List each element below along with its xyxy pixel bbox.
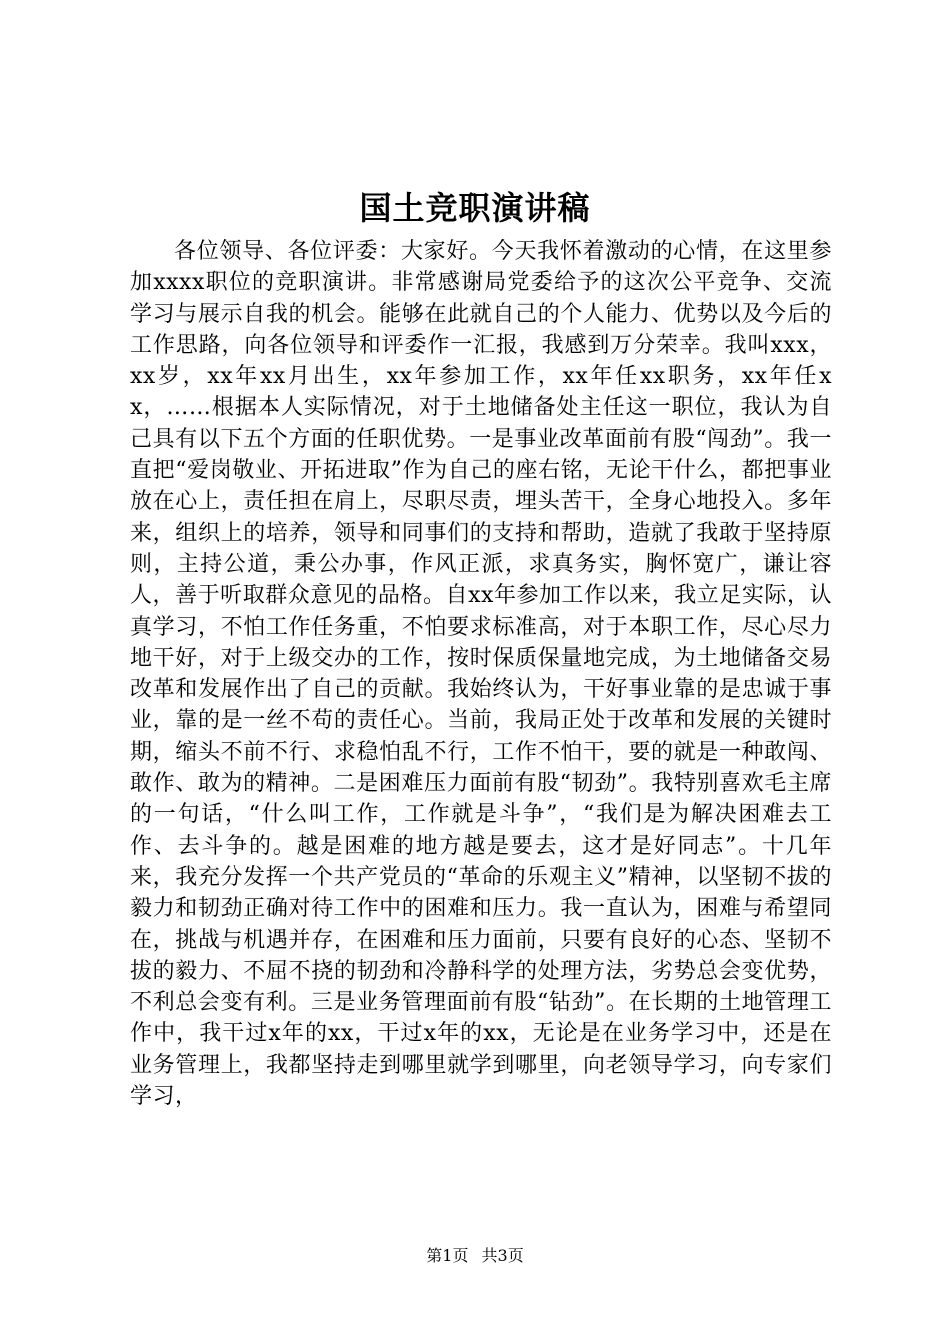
page-number: 第1页 <box>426 1246 469 1265</box>
document-title: 国土竞职演讲稿 <box>359 189 591 227</box>
document-body-paragraph: 各位领导、各位评委：大家好。今天我怀着激动的心情，在这里参加xxxx职位的竞职演讲。非常感谢局党委给予的这次公平竞争、交流学习与展示自我的机会。能够在此就自己的个人能力、优势以及今后的工作思路，向各位领导和评委作一汇报，我感到万分荣幸。我叫xxx，xx岁，xx年xx月出生，xx年参加工作，xx年任xx职务，xx年任xx，……根据本人实际情况，对于土地储备处主任这一职位，我认为自己具有以下五个方面的任职优势。一是事业改革面前有股“闯劲”。我一直把“爱岗敬业、开拓进取”作为自己的座右铭，无论干什么，都把事业放在心上，责任担在肩上，尽职尽责，埋头苦干，全身心地投入。多年来，组织上的培养，领导和同事们的支持和帮助，造就了我敢于坚持原则，主持公道，秉公办事，作风正派，求真务实，胸怀宽广，谦让容人，善于听取群众意见的品格。自xx年参加工作以来，我立足实际，认真学习，不怕工作任务重，不怕要求标准高，对于本职工作，尽心尽力地干好，对于上级交办的工作，按时保质保量地完成，为土地储备交易改革和发展作出了自己的贡献。我始终认为，干好事业靠的是忠诚于事业，靠的是一丝不苟的责任心。当前，我局正处于改革和发展的关键时期，缩头不前不行、求稳怕乱不行，工作不怕干，要的就是一种敢闯、敢作、敢为的精神。二是困难压力面前有股“韧劲”。我特别喜欢毛主席的一句话，“什么叫工作，工作就是斗争”，“我们是为解决困难去工作、去斗争的。越是困难的地方越是要去，这才是好同志”。十几年来，我充分发挥一个共产党员的“革命的乐观主义”精神，以坚韧不拔的毅力和韧劲正确对待工作中的困难和压力。我一直认为，困难与希望同在，挑战与机遇并存，在困难和压力面前，只要有良好的心态、坚韧不拔的毅力、不屈不挠的韧劲和冷静科学的处理方法，劣势总会变优势，不利总会变有利。三是业务管理面前有股“钻劲”。在长期的土地管理工作中，我干过x年的xx，干过x年的xx，无论是在业务学习中，还是在业务管理上，我都坚持走到哪里就学到哪里，向老领导学习，向专家们学习， <box>130 239 832 1110</box>
page-total: 共3页 <box>481 1246 524 1265</box>
page-footer <box>0 1246 950 1266</box>
